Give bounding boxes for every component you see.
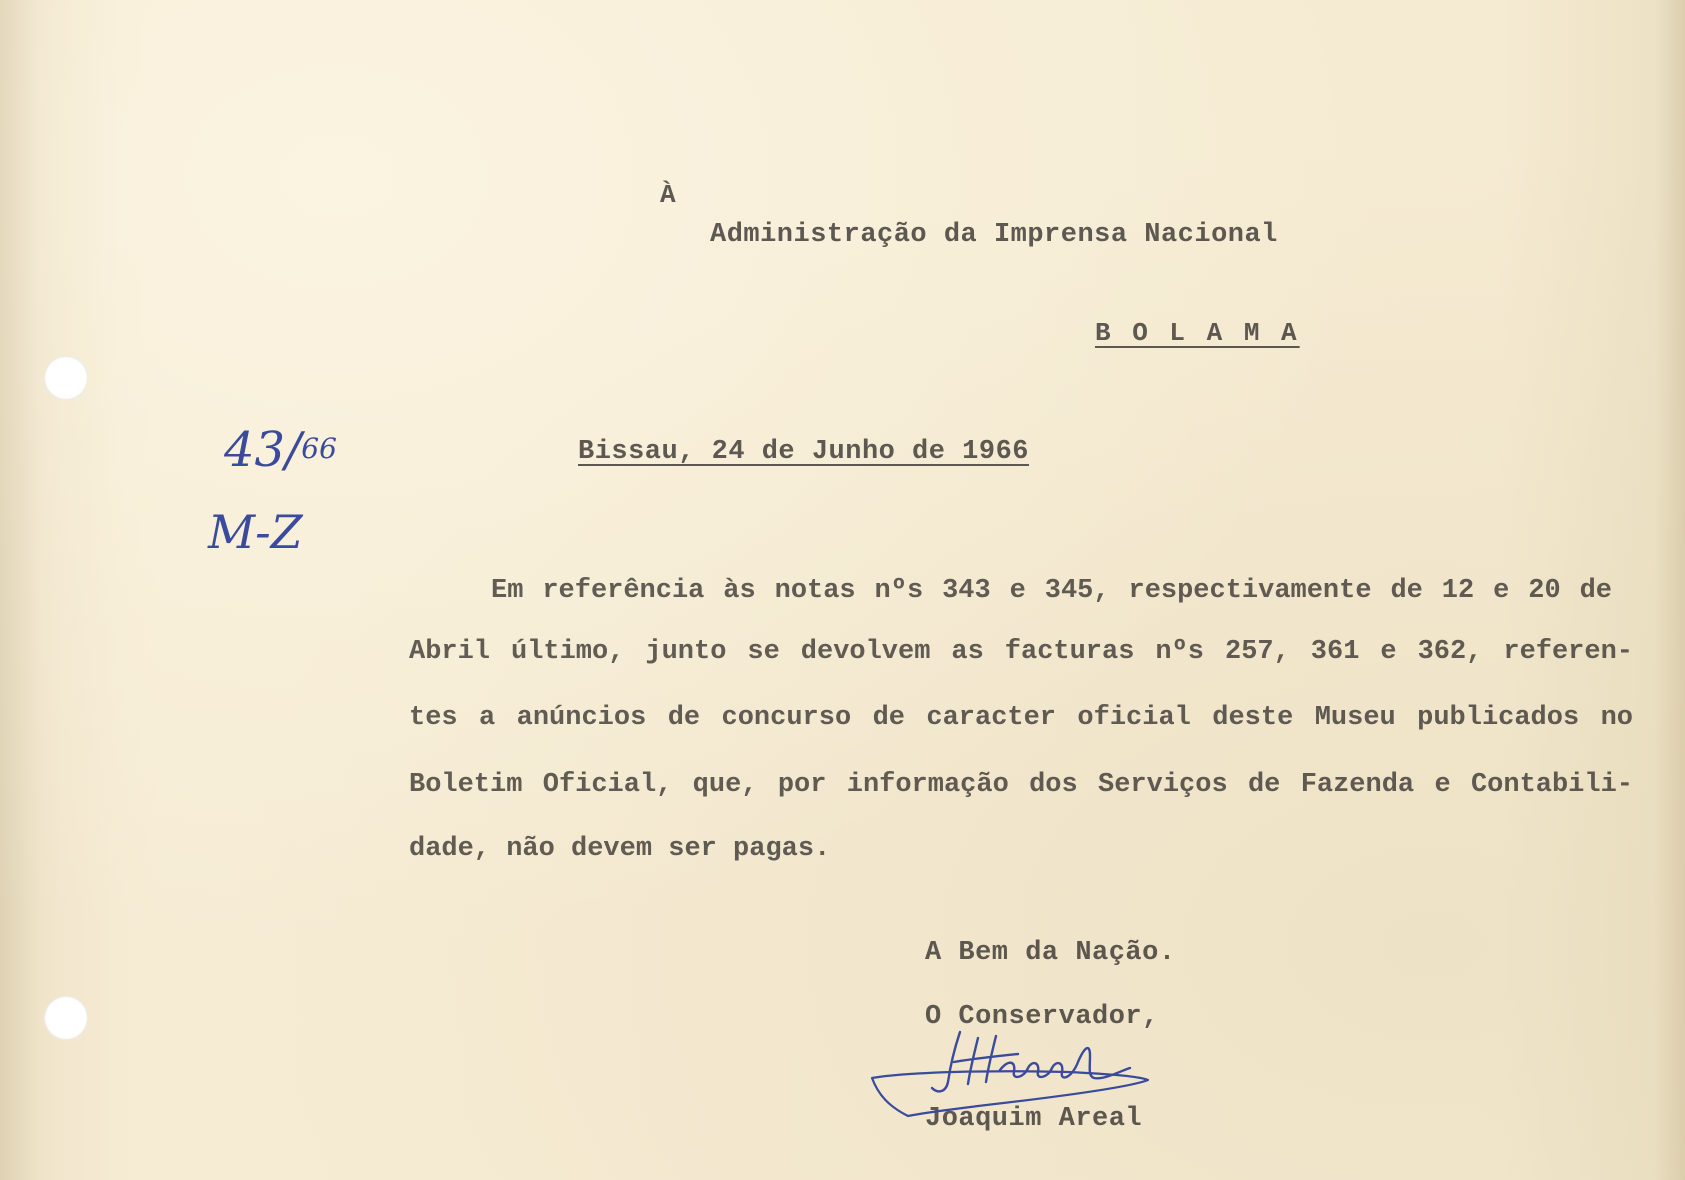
closing-line: A Bem da Nação. — [925, 938, 1176, 968]
reference-number-annotation — [224, 422, 337, 478]
signatory-name: Joaquim Areal — [925, 1104, 1143, 1134]
reference-year: 66 — [301, 432, 337, 465]
location-line: B O L A M A — [1095, 318, 1300, 348]
body-line-2: Abril último, junto se devolvem as facturas nºs 257, 361 e 362, referen- — [409, 637, 1633, 667]
reference-number: 43/ — [224, 422, 302, 478]
body-line-4: Boletim Oficial, que, por informação dos Serviços de Fazenda e Contabili- — [409, 770, 1633, 800]
body-line-1: Em referência às notas nºs 343 e 345, respectivamente de 12 e 20 de — [491, 576, 1612, 606]
paper-right-shadow — [1655, 0, 1685, 1180]
punch-hole-top — [44, 356, 88, 400]
recipient-line: Administração da Imprensa Nacional — [710, 220, 1278, 250]
punch-hole-bottom — [44, 996, 88, 1040]
date-line: Bissau, 24 de Junho de 1966 — [578, 437, 1029, 467]
signatory-title: O Conservador, — [925, 1002, 1159, 1032]
salutation-prefix: À — [660, 180, 677, 210]
body-line-5: dade, não devem ser pagas. — [409, 834, 831, 864]
handwritten-signature — [868, 1020, 1188, 1140]
body-line-3: tes a anúncios de concurso de caracter oficial deste Museu publicados no — [409, 703, 1633, 733]
reference-code-annotation: M-Z — [208, 505, 303, 559]
